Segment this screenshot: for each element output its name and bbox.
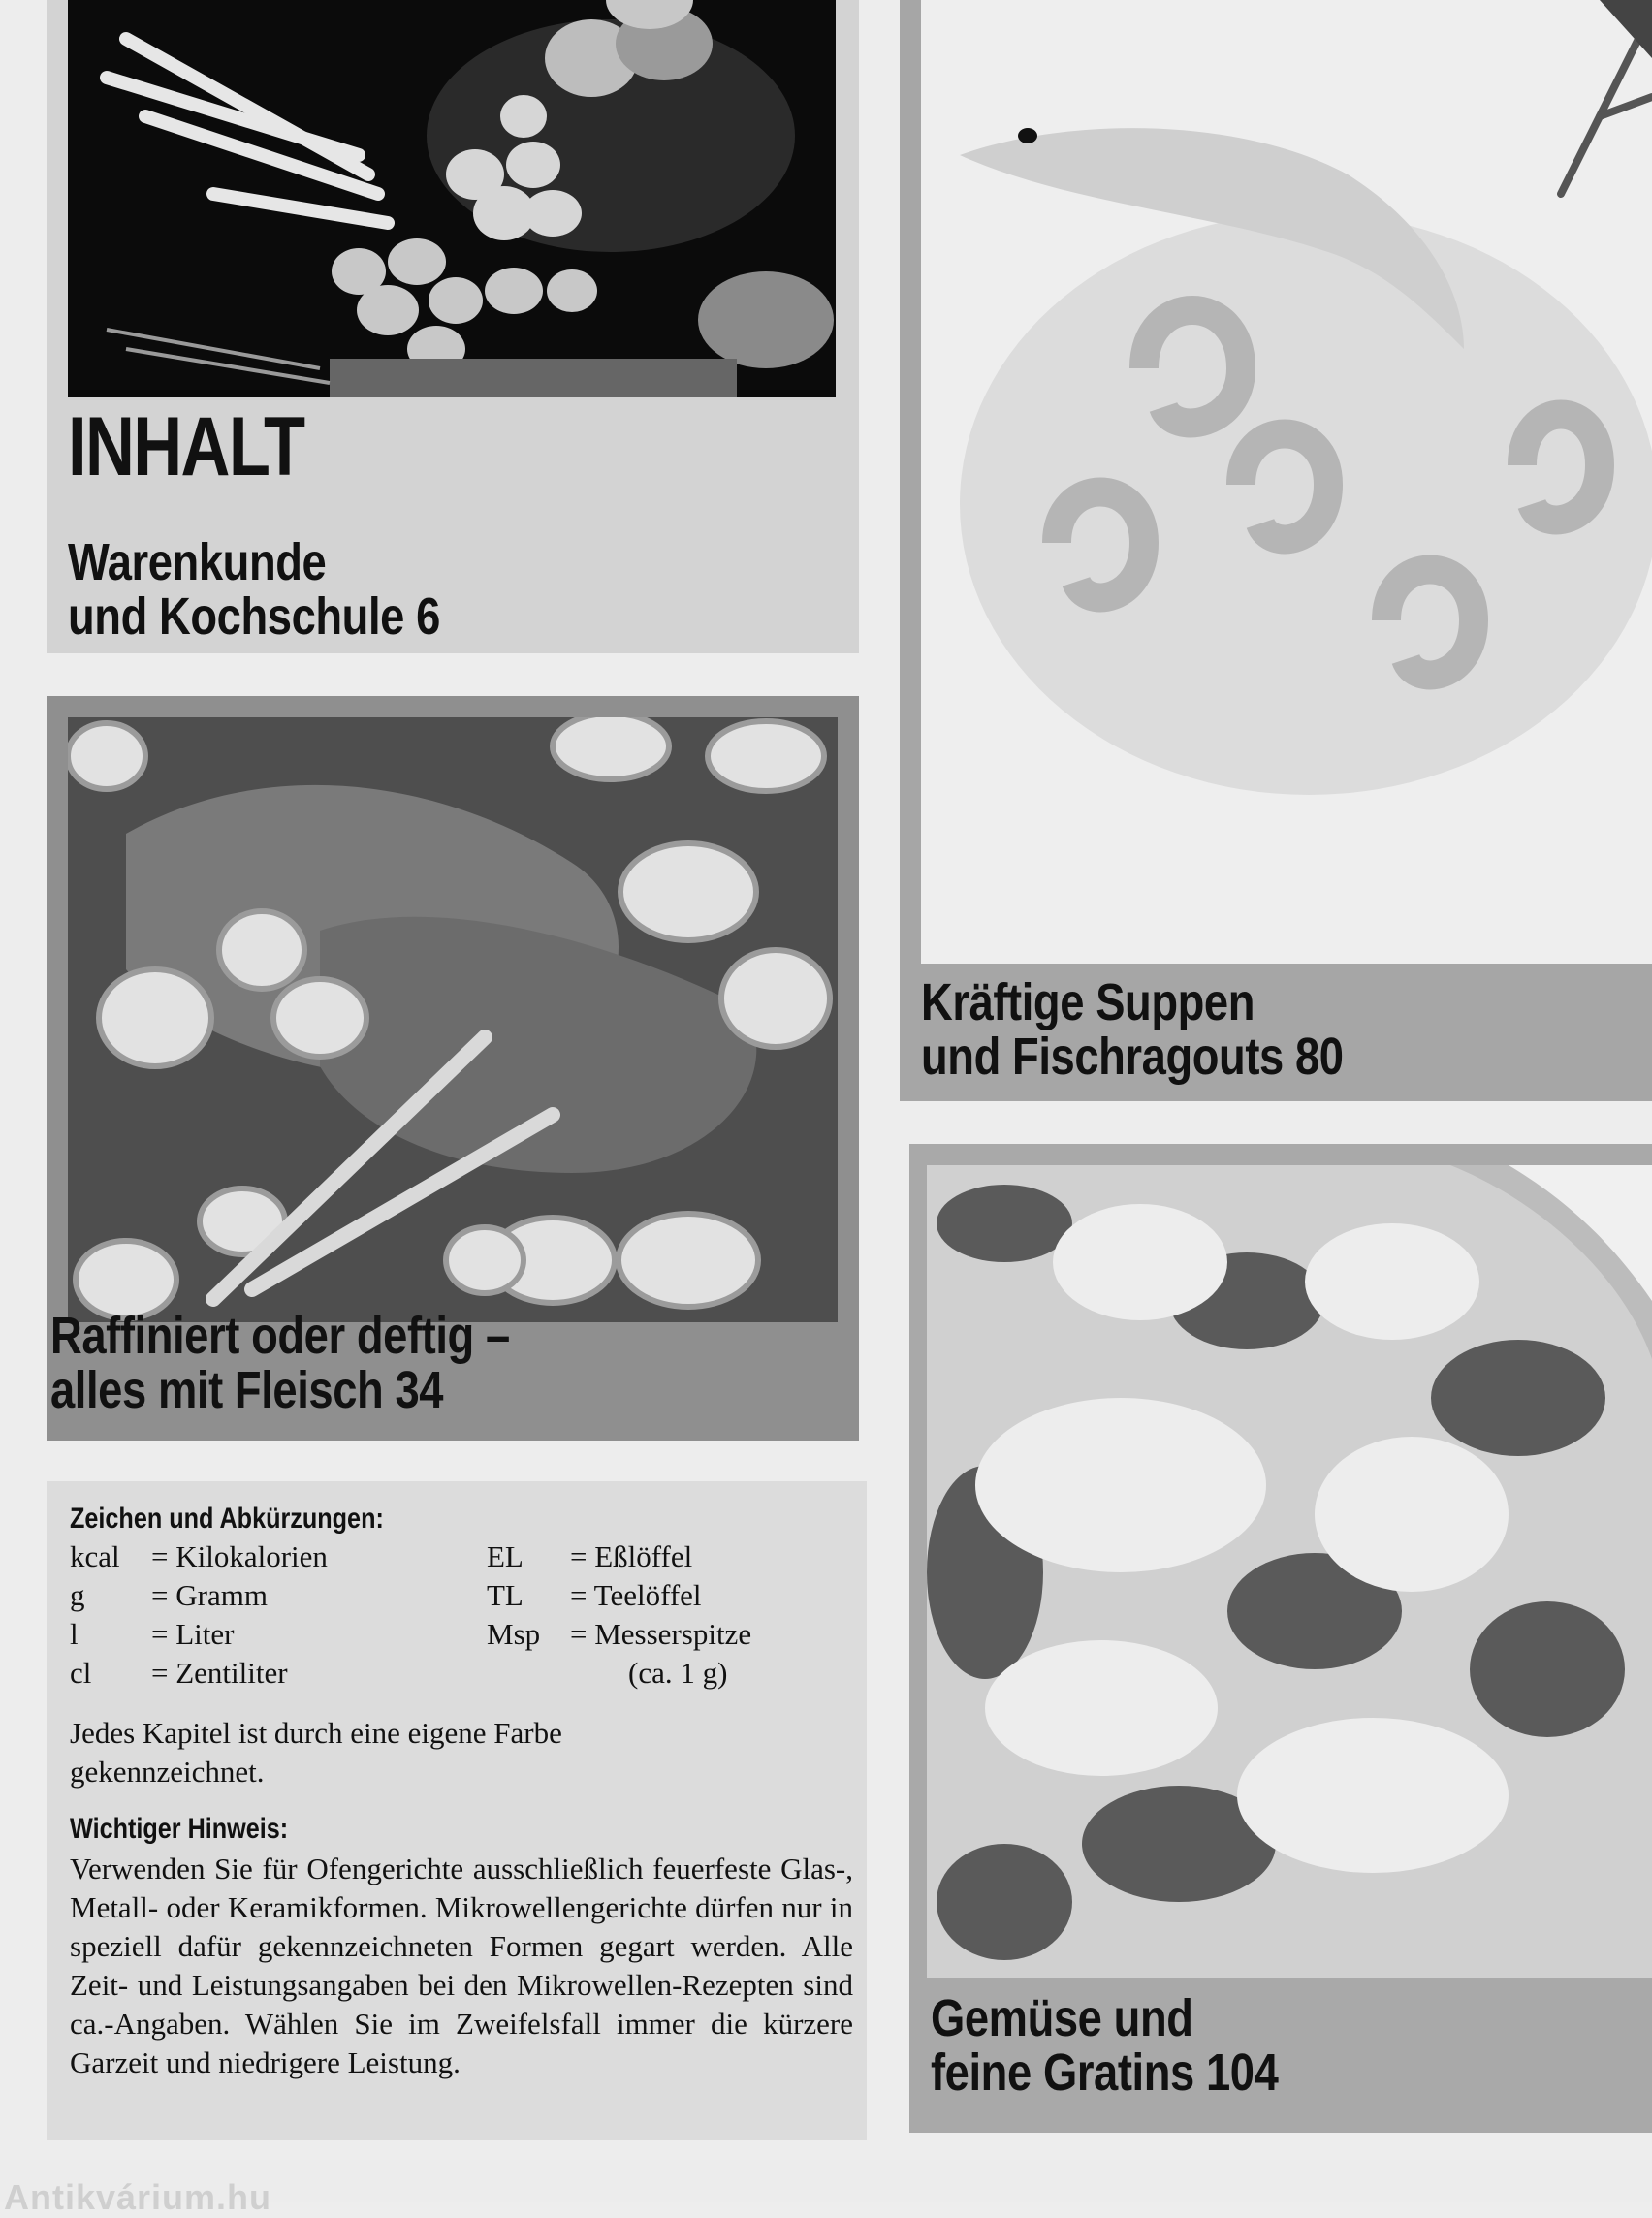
color-note: Jedes Kapitel ist durch eine eigene Farbe gekennzeichnet. [70,1716,562,1789]
abbreviation-meaning: = Messerspitze [570,1617,752,1651]
chapter-title-line: Kräftige Suppen [921,973,1255,1031]
abbreviation: l [70,1617,79,1651]
abbreviation-meaning: = Teelöffel [570,1578,702,1612]
chapter-title-line: alles mit Fleisch 34 [50,1361,444,1419]
abbreviation: cl [70,1656,92,1690]
warning-heading: Wichtiger Hinweis: [70,1813,289,1845]
chapter-title-warenkunde [68,535,440,644]
chapter-title-line: Warenkunde [68,533,327,591]
abbreviations-box [47,1481,867,2140]
abbreviation-meaning: = Eßlöffel [570,1539,693,1573]
chapter-title-soup [921,975,1344,1084]
chapter-title-meat [50,1309,510,1417]
abbreviation-meaning: (ca. 1 g) [628,1656,728,1690]
chapter-title-line: Gemüse und [931,1989,1193,2047]
gratin-photo [927,1165,1652,1978]
shrimp-ragout-photo [921,0,1652,964]
chapter-title-line: und Kochschule 6 [68,587,440,646]
abbreviation: g [70,1578,85,1612]
soup-chapter [900,0,1652,1101]
chapter-title-gratin [931,1991,1278,2100]
chapter-title-line: feine Gratins 104 [931,2044,1279,2102]
abbreviations-heading: Zeichen und Abkürzungen: [70,1503,384,1535]
contents-heading: INHALT [68,400,304,493]
abbreviation-meaning: = Liter [151,1617,235,1651]
watermark: Antikvárium.hu [4,2177,272,2217]
abbreviation: kcal [70,1539,120,1573]
abbreviation-meaning: = Gramm [151,1578,268,1612]
abbreviation: EL [487,1539,524,1573]
chapter-title-line: und Fischragouts 80 [921,1028,1344,1086]
chapter-title-line: Raffiniert oder deftig – [50,1307,510,1365]
abbreviation-meaning: = Kilokalorien [151,1539,328,1573]
inhalt-section [47,0,859,653]
meat-chapter [47,696,859,1441]
vegetables-photo [68,0,836,397]
gratin-chapter [909,1144,1652,2133]
abbreviation-meaning: = Zentiliter [151,1656,288,1690]
abbreviation: Msp [487,1617,541,1651]
warning-text: Verwenden Sie für Ofengerichte ausschließlich feuerfeste Glas-, Metall- oder Keramikformen. Mikrowellengerichte dürfen nur in speziell dafür gekennzeichneten Formen gegart werden. Alle Zeit- und Leistungsangaben bei den Mikrowellen-Rezepten sind ca.-Angaben. Wählen Sie im Zweifelsfall immer die kürzere Garzeit und niedrigere Leistung. [70,1852,853,2079]
abbreviation: TL [487,1578,524,1612]
meat-photo [68,717,838,1322]
